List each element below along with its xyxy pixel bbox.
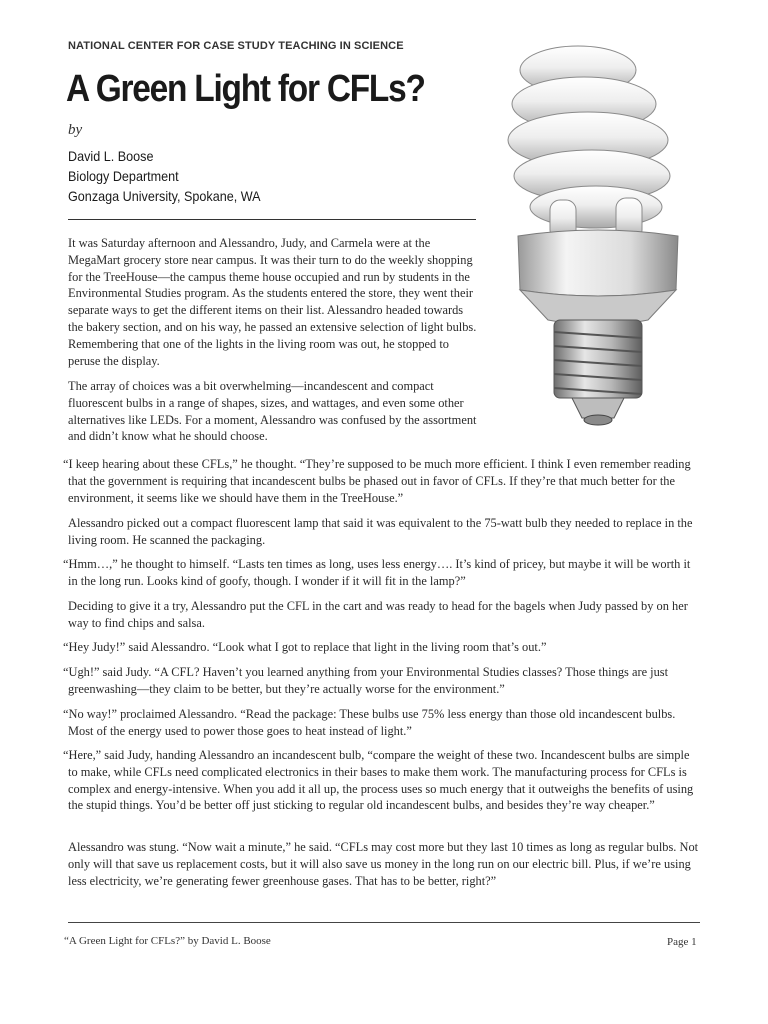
footer-divider [68,922,700,923]
cfl-bulb-illustration [488,40,702,430]
author-name: David L. Boose [68,148,154,164]
org-name: NATIONAL CENTER FOR CASE STUDY TEACHING IN SCIENCE [68,40,404,52]
paragraph-4: Alessandro picked out a compact fluorescent lamp that said it was equivalent to the 75-watt bulb they needed to replace in the living room. He scanned the packaging. [68,516,693,547]
author-institution: Gonzaga University, Spokane, WA [68,188,261,204]
paragraph-2: The array of choices was a bit overwhelming—incandescent and compact fluorescent bulbs in a range of shapes, sizes, and wattages, and even some other alternatives like LEDs. For a moment, Alessandro was confused by the assortment and didn’t know what he should choose. [68,379,477,444]
header-divider [68,219,476,220]
paragraph-10: “Here,” said Judy, handing Alessandro an incandescent bulb, “compare the weight of these two. Incandescent bulbs are simple to make, while CFLs need complicated electronics in their bases to make them work. The manufacturing process for CFLs is complex and energy-intensive. When you add it all up, the process uses so much energy that it outweighs the benefits of using the stupid things. You’d be better off just sticking to regular old incandescent bulbs, and besides they’re way cheaper.” [63,748,694,813]
page-number: Page 1 [667,936,697,948]
page-title: A Green Light for CFLs? [66,68,425,110]
author-department: Biology Department [68,168,179,184]
paragraph-5: “Hmm…,” he thought to himself. “Lasts ten times as long, uses less energy…. It’s kind of pricey, but maybe it will be worth it in the long run. Looks kind of goofy, though. I wonder if it will fit in the lamp?” [63,557,691,588]
author-block [68,146,261,206]
paragraph-9: “No way!” proclaimed Alessandro. “Read the package: These bulbs use 75% less energy than those old incandescent bulbs. Most of the energy used to power those goes to heat instead of light.” [63,707,676,738]
paragraph-11: Alessandro was stung. “Now wait a minute,” he said. “CFLs may cost more but they last 10 times as long as regular bulbs. Not only will that save us replacement costs, but it will also save us money in the long run on our electric bill. Plus, if we’re using less electricity, we’re generating fewer greenhouse gases. That has to be better, right?” [68,840,699,888]
paragraph-7: “Hey Judy!” said Alessandro. “Look what I got to replace that light in the living room that’s out.” [63,640,547,654]
paragraph-8: “Ugh!” said Judy. “A CFL? Haven’t you learned anything from your Environmental Studies classes? Those things are just greenwashing—they claim to be better, but they’re actually worse for the environment.” [63,665,669,696]
paragraph-1: It was Saturday afternoon and Alessandro, Judy, and Carmela were at the MegaMart grocery store near campus. It was their turn to do the weekly shopping for the TreeHouse—the campus theme house occupied and run by students in the Environmental Studies program. As the students entered the store, they went their separate ways to get the different items on their list. Alessandro headed towards the bakery section, and on his way, he passed an extensive selection of light bulbs. Remembering that one of the lights in the living room was out, he stopped to peruse the display. [68,236,477,368]
paragraph-6: Deciding to give it a try, Alessandro put the CFL in the cart and was ready to head for the bagels when Judy passed by on her way to find chips and salsa. [68,599,688,630]
byline: by [68,122,83,138]
paragraph-3: “I keep hearing about these CFLs,” he thought. “They’re supposed to be much more efficient. I think I even remember reading that the government is requiring that incandescent bulbs be phased out in favor of CFLs. If they’re that much better for the environment, it seems like we should have them in the TreeHouse.” [63,457,691,505]
footer-citation: “A Green Light for CFLs?” by David L. Boose [64,935,271,947]
